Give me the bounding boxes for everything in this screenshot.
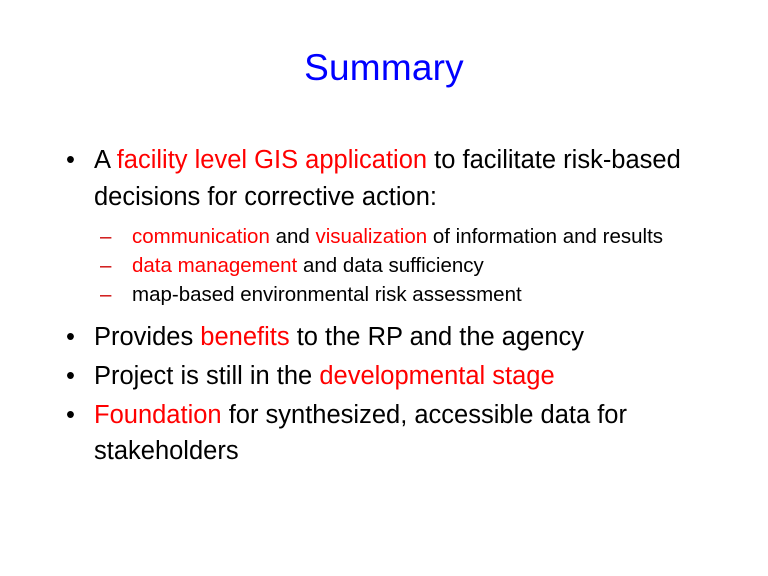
sub-bullet-glyph-icon: – xyxy=(100,283,112,307)
sub-0-0-segment-2: visualization xyxy=(315,225,428,249)
sub-list-item xyxy=(94,281,728,309)
sub-list-item xyxy=(94,223,728,251)
list-item-text xyxy=(94,362,555,390)
bullet-glyph-icon: • xyxy=(66,361,75,390)
list-item xyxy=(56,142,728,309)
list-item xyxy=(56,358,728,395)
sub-0-2-segment-0: map-based environmental risk assessment xyxy=(132,283,522,307)
sub-list-item-text xyxy=(132,254,484,277)
bullet-0-segment-1: facility level GIS application xyxy=(116,146,428,174)
sub-list-item-text xyxy=(132,283,522,306)
bullet-3-segment-0: Foundation xyxy=(94,400,222,429)
bullet-glyph-icon: • xyxy=(66,146,75,174)
list-item xyxy=(56,319,728,356)
bullet-3-segment-1: for synthesized, accessible data for stakeholders xyxy=(94,400,627,466)
bullet-glyph-icon: • xyxy=(66,323,75,352)
list-item-text xyxy=(94,401,627,466)
bullet-2-segment-1: developmental stage xyxy=(319,361,555,390)
bullet-1-segment-0: Provides xyxy=(94,323,201,352)
sub-0-1-segment-0: data management xyxy=(132,254,298,278)
sub-0-0-segment-0: communication xyxy=(132,225,270,249)
list-item-text xyxy=(94,323,584,351)
sub-0-0-segment-1: and xyxy=(269,225,316,249)
page-title: Summary xyxy=(304,47,464,88)
bullet-0-segment-2: to facilitate risk-based decisions for corrective action: xyxy=(94,146,681,211)
sub-0-1-segment-1: and data sufficiency xyxy=(297,254,484,278)
sub-0-0-segment-3: of information and results xyxy=(427,225,664,249)
bullet-0-segment-0: A xyxy=(94,146,117,174)
sub-list-item xyxy=(94,252,728,280)
bullet-list xyxy=(56,142,728,470)
bullet-1-segment-2: to the RP and the agency xyxy=(289,323,585,352)
bullet-1-segment-1: benefits xyxy=(200,323,290,352)
sub-bullet-glyph-icon: – xyxy=(100,254,112,278)
sub-list-item-text xyxy=(132,225,663,248)
sub-bullet-glyph-icon: – xyxy=(100,225,112,249)
bullet-2-segment-0: Project is still in the xyxy=(94,361,320,390)
list-item xyxy=(56,397,728,470)
bullet-glyph-icon: • xyxy=(66,400,75,429)
list-item-text xyxy=(94,146,681,211)
slide-body xyxy=(56,142,728,472)
sub-bullet-list xyxy=(94,223,728,309)
